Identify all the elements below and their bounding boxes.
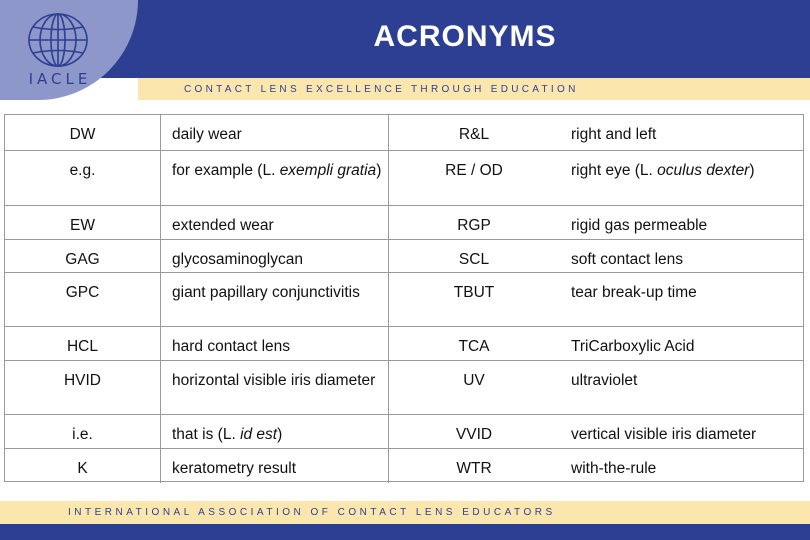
acronym-cell: [389, 115, 559, 150]
acronym-cell: [389, 361, 559, 414]
acronym-cell: [5, 415, 161, 448]
acronym-cell: [389, 206, 559, 239]
table-row: [5, 361, 803, 415]
definition-cell: [161, 240, 389, 272]
acronym-text: VVID: [455, 426, 493, 443]
definition-cell: [559, 240, 803, 272]
latin-term: oculus dexter: [657, 162, 750, 179]
acronym-text: RGP: [457, 217, 491, 234]
acronym-cell: [5, 449, 161, 483]
table-row: [5, 206, 803, 240]
acronym-cell: [389, 415, 559, 448]
definition-text: rigid gas permeable: [571, 217, 708, 234]
definition-text: right and left: [571, 126, 657, 143]
table-row: [5, 273, 803, 327]
acronym-text: TBUT: [453, 284, 495, 301]
acronym-cell: [5, 206, 161, 239]
definition-cell: [161, 327, 389, 360]
footer-text: INTERNATIONAL ASSOCIATION OF CONTACT LENS EDUCATORS: [68, 507, 556, 518]
acronym-text: TCA: [458, 338, 490, 355]
globe-icon: [26, 12, 90, 68]
acronym-text: K: [77, 460, 88, 477]
definition-text: with-the-rule: [571, 460, 657, 477]
definition-text: soft contact lens: [571, 251, 684, 268]
acronym-text: EW: [70, 217, 95, 234]
definition-text: hard contact lens: [172, 338, 291, 355]
acronym-cell: [5, 327, 161, 360]
definition-cell: [559, 415, 803, 448]
definition-text: TriCarboxylic Acid: [571, 338, 695, 355]
acronym-table: [4, 114, 804, 482]
acronym-text: UV: [463, 372, 485, 389]
definition-cell: [161, 273, 389, 326]
definition-cell: [161, 151, 389, 205]
definition-text: that is (L.: [172, 426, 241, 443]
table-row: [5, 151, 803, 206]
footer-bar: [0, 524, 810, 540]
acronym-cell: [389, 327, 559, 360]
acronym-text: RE / OD: [445, 162, 503, 179]
definition-text: ): [749, 162, 755, 179]
table-row: [5, 240, 803, 273]
definition-text: keratometry result: [172, 460, 297, 477]
acronym-text: e.g.: [69, 162, 96, 179]
acronym-text: SCL: [458, 251, 490, 268]
acronym-text: GAG: [65, 251, 100, 268]
acronym-cell: [5, 273, 161, 326]
definition-cell: [559, 206, 803, 239]
acronym-cell: [389, 151, 559, 205]
definition-cell: [161, 206, 389, 239]
acronym-cell: [389, 449, 559, 483]
definition-cell: [559, 115, 803, 150]
tagline: CONTACT LENS EXCELLENCE THROUGH EDUCATION: [184, 84, 579, 95]
definition-text: ultraviolet: [571, 372, 638, 389]
acronym-text: DW: [69, 126, 96, 143]
table-row: [5, 449, 803, 483]
page-title: ACRONYMS: [373, 20, 557, 53]
definition-cell: [559, 361, 803, 414]
definition-text: glycosaminoglycan: [172, 251, 303, 268]
definition-text: daily wear: [172, 126, 242, 143]
definition-text: tear break-up time: [571, 284, 697, 301]
acronym-text: R&L: [458, 126, 490, 143]
acronym-cell: [5, 240, 161, 272]
latin-term: exempli gratia: [279, 162, 377, 179]
definition-cell: [161, 115, 389, 150]
acronym-text: GPC: [65, 284, 100, 301]
definition-text: right eye (L.: [571, 162, 658, 179]
definition-cell: [559, 151, 803, 205]
acronym-cell: [389, 273, 559, 326]
definition-text: vertical visible iris diameter: [571, 426, 757, 443]
definition-text: ): [376, 162, 382, 179]
definition-text: extended wear: [172, 217, 274, 234]
definition-cell: [559, 273, 803, 326]
definition-text: horizontal visible iris diameter: [172, 372, 376, 389]
acronym-cell: [5, 361, 161, 414]
definition-text: for example (L.: [172, 162, 280, 179]
acronym-text: HVID: [63, 372, 102, 389]
table-row: [5, 327, 803, 361]
logo: [0, 0, 138, 100]
latin-term: id est: [240, 426, 278, 443]
table-row: [5, 115, 803, 151]
definition-text: ): [277, 426, 283, 443]
definition-cell: [161, 449, 389, 483]
acronym-text: WTR: [456, 460, 492, 477]
acronym-cell: [5, 151, 161, 205]
acronym-cell: [389, 240, 559, 272]
definition-cell: [559, 449, 803, 483]
definition-text: giant papillary conjunctivitis: [172, 284, 360, 301]
definition-cell: [161, 361, 389, 414]
table-row: [5, 415, 803, 449]
logo-text: IACLE: [28, 70, 92, 88]
acronym-cell: [5, 115, 161, 150]
definition-cell: [161, 415, 389, 448]
acronym-text: i.e.: [72, 426, 93, 443]
acronym-text: HCL: [66, 338, 98, 355]
definition-cell: [559, 327, 803, 360]
